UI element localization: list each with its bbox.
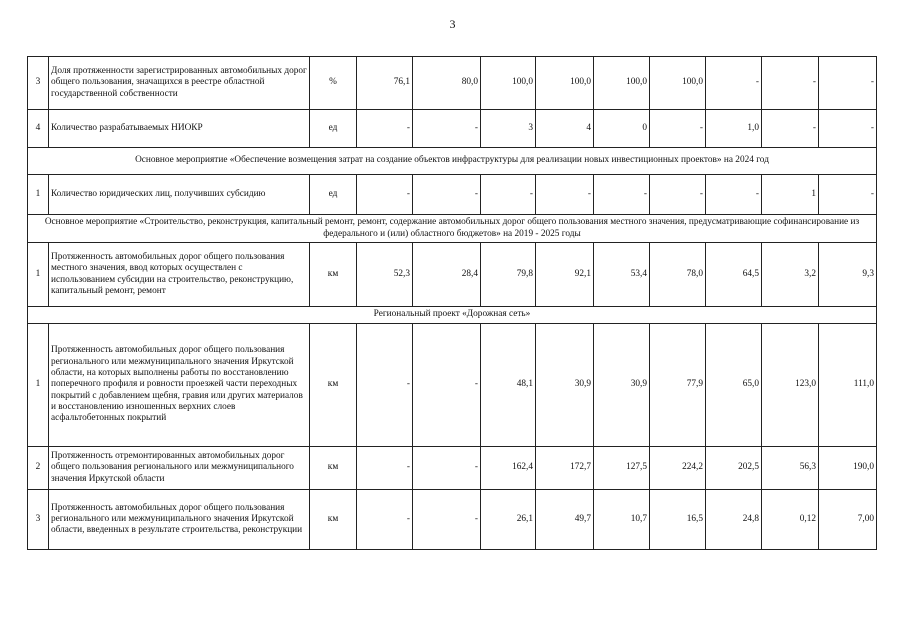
- value-cell: 26,1: [481, 490, 536, 550]
- row-number: 3: [28, 490, 49, 550]
- row-number: 4: [28, 110, 49, 148]
- value-cell: 7,00: [819, 490, 877, 550]
- indicator-name: Протяженность автомобильных дорог общего пользования местного значения, ввод которых осуществлен с использованием субсидии на строительство, реконструкцию, капитальный ремонт, ремонт: [49, 243, 310, 307]
- row-number: 1: [28, 175, 49, 215]
- value-cell: -: [819, 57, 877, 110]
- unit-cell: %: [310, 57, 357, 110]
- value-cell: -: [819, 175, 877, 215]
- value-cell: 162,4: [481, 447, 536, 490]
- value-cell: -: [536, 175, 594, 215]
- value-cell: -: [357, 447, 413, 490]
- value-cell: 56,3: [762, 447, 819, 490]
- row-number: 1: [28, 243, 49, 307]
- row-number: 1: [28, 324, 49, 447]
- value-cell: 9,3: [819, 243, 877, 307]
- value-cell: 65,0: [706, 324, 762, 447]
- value-cell: 92,1: [536, 243, 594, 307]
- page-number: 3: [449, 17, 456, 31]
- indicator-name: Протяженность автомобильных дорог общего пользования регионального или межмуниципального значения Иркутской области, на которых выполнены работы по восстановлению поперечного профиля и ровности проезжей части переходных покрытий с добавлением щебня, гравия или других материалов и восстановлению изношенных верхних слоев асфальтобетонных покрытий: [49, 324, 310, 447]
- value-cell: 64,5: [706, 243, 762, 307]
- value-cell: 24,8: [706, 490, 762, 550]
- value-cell: 100,0: [536, 57, 594, 110]
- value-cell: -: [819, 110, 877, 148]
- value-cell: -: [357, 490, 413, 550]
- unit-cell: км: [310, 447, 357, 490]
- unit-cell: км: [310, 324, 357, 447]
- value-cell: 127,5: [594, 447, 650, 490]
- value-cell: 16,5: [650, 490, 706, 550]
- table-row: [28, 447, 877, 490]
- value-cell: -: [650, 175, 706, 215]
- value-cell: 1: [762, 175, 819, 215]
- value-cell: 123,0: [762, 324, 819, 447]
- value-cell: -: [481, 175, 536, 215]
- table-row: [28, 324, 877, 447]
- value-cell: 53,4: [594, 243, 650, 307]
- value-cell: -: [594, 175, 650, 215]
- section-title: Региональный проект «Дорожная сеть»: [28, 307, 877, 324]
- unit-cell: ед: [310, 175, 357, 215]
- value-cell: -: [413, 324, 481, 447]
- value-cell: -: [413, 110, 481, 148]
- value-cell: 100,0: [594, 57, 650, 110]
- value-cell: 3,2: [762, 243, 819, 307]
- row-number: 3: [28, 57, 49, 110]
- section-row: [28, 148, 877, 175]
- value-cell: 172,7: [536, 447, 594, 490]
- value-cell: 79,8: [481, 243, 536, 307]
- unit-cell: км: [310, 490, 357, 550]
- table-row: [28, 110, 877, 148]
- value-cell: 30,9: [594, 324, 650, 447]
- indicator-name: Количество разрабатываемых НИОКР: [49, 110, 310, 148]
- value-cell: 4: [536, 110, 594, 148]
- value-cell: 100,0: [650, 57, 706, 110]
- value-cell: 100,0: [481, 57, 536, 110]
- value-cell: -: [762, 110, 819, 148]
- value-cell: 0: [594, 110, 650, 148]
- value-cell: 224,2: [650, 447, 706, 490]
- value-cell: 52,3: [357, 243, 413, 307]
- value-cell: -: [413, 490, 481, 550]
- value-cell: 111,0: [819, 324, 877, 447]
- table-body: [28, 57, 877, 550]
- value-cell: -: [650, 110, 706, 148]
- value-cell: -: [413, 175, 481, 215]
- table-row: [28, 490, 877, 550]
- value-cell: 202,5: [706, 447, 762, 490]
- value-cell: 28,4: [413, 243, 481, 307]
- value-cell: -: [357, 175, 413, 215]
- indicator-name: Протяженность автомобильных дорог общего пользования регионального или межмуниципального значения Иркутской области, введенных в результате строительства, реконструкции: [49, 490, 310, 550]
- unit-cell: км: [310, 243, 357, 307]
- value-cell: -: [706, 175, 762, 215]
- value-cell: 76,1: [357, 57, 413, 110]
- section-row: [28, 215, 877, 243]
- section-row: [28, 307, 877, 324]
- value-cell: -: [413, 447, 481, 490]
- section-title: Основное мероприятие «Строительство, реконструкция, капитальный ремонт, ремонт, содержание автомобильных дорог общего пользования местного значения, предусматривающие софинансирование из федерального и (или) областного бюджетов» на 2019 - 2025 годы: [28, 215, 877, 243]
- value-cell: 1,0: [706, 110, 762, 148]
- value-cell: 10,7: [594, 490, 650, 550]
- indicator-name: Протяженность отремонтированных автомобильных дорог общего пользования регионального или межмуниципального значения Иркутской области: [49, 447, 310, 490]
- value-cell: 49,7: [536, 490, 594, 550]
- indicator-name: Доля протяженности зарегистрированных автомобильных дорог общего пользования, значащихся в реестре областной государственной собственности: [49, 57, 310, 110]
- row-number: 2: [28, 447, 49, 490]
- value-cell: 48,1: [481, 324, 536, 447]
- value-cell: -: [357, 110, 413, 148]
- value-cell: 0,12: [762, 490, 819, 550]
- value-cell: 77,9: [650, 324, 706, 447]
- value-cell: 80,0: [413, 57, 481, 110]
- indicator-name: Количество юридических лиц, получивших субсидию: [49, 175, 310, 215]
- section-title: Основное мероприятие «Обеспечение возмещения затрат на создание объектов инфраструктуры для реализации новых инвестиционных проектов» на 2024 год: [28, 148, 877, 175]
- table-row: [28, 243, 877, 307]
- value-cell: 78,0: [650, 243, 706, 307]
- value-cell: -: [762, 57, 819, 110]
- value-cell: 30,9: [536, 324, 594, 447]
- table-row: [28, 175, 877, 215]
- unit-cell: ед: [310, 110, 357, 148]
- table-row: [28, 57, 877, 110]
- value-cell: 190,0: [819, 447, 877, 490]
- indicators-table: [27, 56, 877, 550]
- value-cell: -: [706, 57, 762, 110]
- value-cell: -: [357, 324, 413, 447]
- value-cell: 3: [481, 110, 536, 148]
